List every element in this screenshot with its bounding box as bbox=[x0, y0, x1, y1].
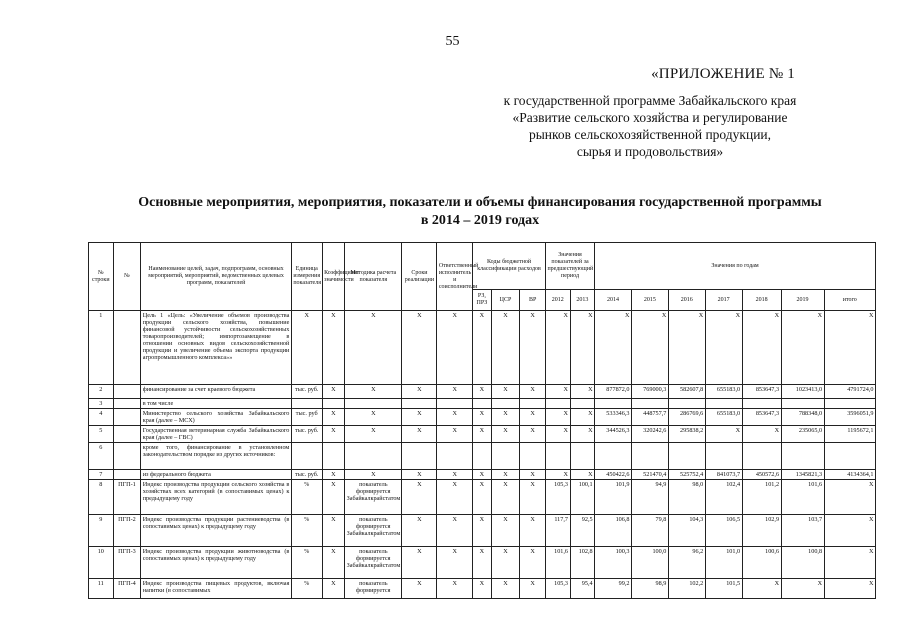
cell-code bbox=[113, 311, 141, 385]
cell-csr: Х bbox=[491, 547, 520, 579]
header-2017: 2017 bbox=[705, 290, 742, 311]
cell-v2016: 295838,2 bbox=[668, 426, 705, 443]
cell-method: показатель формируется Забайкалкрайстатом bbox=[345, 480, 402, 515]
cell-v2014: 450422,6 bbox=[595, 470, 632, 480]
cell-v2013: Х bbox=[570, 409, 595, 426]
cell-v2014: 99,2 bbox=[595, 579, 632, 599]
cell-coef: Х bbox=[322, 311, 345, 385]
cell-coef: Х bbox=[322, 515, 345, 547]
header-csr: ЦСР bbox=[491, 290, 520, 311]
cell-name: Министерство сельского хозяйства Забайкальского края (далее – МСХ) bbox=[142, 410, 290, 424]
cell-vr: Х bbox=[520, 470, 546, 480]
header-rz: РЗ, ПРЗ bbox=[473, 290, 491, 311]
appendix-title: «ПРИЛОЖЕНИЕ № 1 bbox=[651, 66, 795, 82]
header-method: Методика расчета показателя bbox=[345, 243, 402, 311]
cell-v2019: 235065,0 bbox=[781, 426, 824, 443]
cell-rz: Х bbox=[473, 579, 491, 599]
table-row bbox=[89, 480, 876, 515]
cell-v2017 bbox=[705, 443, 742, 470]
cell-method: Х bbox=[345, 311, 402, 385]
table-row bbox=[89, 547, 876, 579]
cell-resp: Х bbox=[437, 480, 473, 515]
cell-unit bbox=[291, 443, 322, 470]
appendix-subtitle bbox=[440, 92, 860, 160]
cell-v2012: Х bbox=[545, 426, 570, 443]
cell-terms bbox=[402, 399, 437, 409]
cell-v2016: 98,0 bbox=[668, 480, 705, 515]
cell-v2018: 100,6 bbox=[742, 547, 781, 579]
cell-unit: % bbox=[291, 515, 322, 547]
cell-v2019: 1345821,3 bbox=[781, 470, 824, 480]
cell-v2015: 94,9 bbox=[631, 480, 668, 515]
cell-total: Х bbox=[824, 579, 875, 599]
cell-unit: % bbox=[291, 547, 322, 579]
cell-v2017: 106,5 bbox=[705, 515, 742, 547]
title-line-1: Основные мероприятия, мероприятия, показатели и объемы финансирования государственной программы bbox=[138, 195, 822, 210]
header-2012: 2012 bbox=[545, 290, 570, 311]
cell-csr: Х bbox=[491, 470, 520, 480]
document-title bbox=[60, 194, 900, 230]
cell-name: Государственная ветеринарная служба Забайкальского края (далее – ГВС) bbox=[142, 427, 290, 441]
cell-coef: Х bbox=[322, 385, 345, 399]
cell-v2012: 117,7 bbox=[545, 515, 570, 547]
cell-v2019: 1023413,0 bbox=[781, 385, 824, 399]
cell-name: Индекс производства продукции растениеводства (в сопоставимых ценах) к предыдущему году bbox=[141, 515, 292, 547]
cell-v2019: 101,6 bbox=[781, 480, 824, 515]
cell-code bbox=[113, 409, 141, 426]
cell-v2018: 853647,3 bbox=[742, 385, 781, 399]
cell-method: Х bbox=[345, 426, 402, 443]
cell-v2019 bbox=[781, 399, 824, 409]
cell-v2014 bbox=[595, 399, 632, 409]
cell-v2014: 533346,3 bbox=[595, 409, 632, 426]
header-2018: 2018 bbox=[742, 290, 781, 311]
table-row bbox=[89, 409, 876, 426]
cell-n: 5 bbox=[89, 426, 114, 443]
appendix-line: сырья и продовольствия» bbox=[576, 144, 724, 159]
header-2016: 2016 bbox=[668, 290, 705, 311]
cell-name: Цель 1 «Цель: «Увеличение объемов производства продукции сельского хозяйства, повышение финансовой устойчивости сельскохозяйственных товаропроизводителей; импортозамещение в отношении основных видов сельскохозяйственной продукции и увеличение объема экспорта продукции агропромышленного комплекса»» bbox=[141, 311, 292, 385]
cell-v2013: Х bbox=[570, 426, 595, 443]
header-2015: 2015 bbox=[631, 290, 668, 311]
cell-v2016: 582607,8 bbox=[668, 385, 705, 399]
cell-method: Х bbox=[345, 470, 402, 480]
table-row bbox=[89, 515, 876, 547]
cell-v2014 bbox=[595, 443, 632, 470]
cell-v2012: Х bbox=[545, 409, 570, 426]
cell-coef bbox=[322, 443, 345, 470]
cell-v2016 bbox=[668, 443, 705, 470]
cell-rz: Х bbox=[473, 547, 491, 579]
header-values-by-year: Значения по годам bbox=[595, 243, 876, 290]
cell-name: кроме того, финансирование в установленном законодательством порядке из других источников: bbox=[141, 443, 292, 470]
cell-method: Х bbox=[345, 409, 402, 426]
header-2013: 2013 bbox=[570, 290, 595, 311]
cell-vr: Х bbox=[520, 385, 546, 399]
cell-code bbox=[113, 426, 141, 443]
cell-v2014: 101,9 bbox=[595, 480, 632, 515]
cell-code bbox=[113, 385, 141, 399]
cell-vr: Х bbox=[520, 515, 546, 547]
cell-coef: Х bbox=[322, 470, 345, 480]
cell-v2014: 100,3 bbox=[595, 547, 632, 579]
cell-resp: Х bbox=[437, 385, 473, 399]
cell-v2013 bbox=[570, 399, 595, 409]
cell-unit: тыс. руб bbox=[291, 409, 322, 426]
cell-csr bbox=[491, 443, 520, 470]
cell-terms: Х bbox=[402, 515, 437, 547]
cell-terms: Х bbox=[402, 480, 437, 515]
cell-v2012: Х bbox=[545, 470, 570, 480]
cell-name: Индекс производства пищевых продуктов, включая напитки (в сопоставимых bbox=[141, 579, 292, 599]
cell-v2015: 769000,3 bbox=[631, 385, 668, 399]
cell-v2017: 101,5 bbox=[705, 579, 742, 599]
cell-n: 11 bbox=[89, 579, 114, 599]
cell-rz: Х bbox=[473, 480, 491, 515]
cell-rz bbox=[473, 443, 491, 470]
cell-v2017: 841073,7 bbox=[705, 470, 742, 480]
cell-code: ПГП-2 bbox=[113, 515, 141, 547]
cell-total: Х bbox=[824, 311, 875, 385]
cell-code: ПГП-4 bbox=[113, 579, 141, 599]
cell-code bbox=[113, 443, 141, 470]
cell-v2015: 100,0 bbox=[631, 547, 668, 579]
cell-csr: Х bbox=[491, 515, 520, 547]
cell-total bbox=[824, 399, 875, 409]
cell-resp: Х bbox=[437, 547, 473, 579]
cell-coef: Х bbox=[322, 579, 345, 599]
table-row bbox=[89, 443, 876, 470]
cell-method bbox=[345, 443, 402, 470]
cell-rz: Х bbox=[473, 426, 491, 443]
cell-v2018: Х bbox=[742, 311, 781, 385]
table-row bbox=[89, 579, 876, 599]
cell-v2018: 450572,6 bbox=[742, 470, 781, 480]
cell-terms: Х bbox=[402, 547, 437, 579]
cell-vr: Х bbox=[520, 480, 546, 515]
cell-name: финансирование за счет краевого бюджета bbox=[141, 385, 292, 399]
page-number: 55 bbox=[445, 34, 460, 49]
header-responsible: Ответственный исполнитель и соисполнители bbox=[437, 243, 473, 311]
cell-v2015: Х bbox=[631, 311, 668, 385]
cell-method: показатель формируется Забайкалкрайстатом bbox=[345, 515, 402, 547]
header-vr: ВР bbox=[520, 290, 546, 311]
header-budget-codes: Коды бюджетной классификации расходов bbox=[473, 243, 546, 290]
title-line-2: в 2014 – 2019 годах bbox=[420, 213, 540, 228]
cell-v2012 bbox=[545, 443, 570, 470]
cell-terms: Х bbox=[402, 426, 437, 443]
header-unit: Единица измерения показателя bbox=[291, 243, 322, 311]
cell-resp: Х bbox=[437, 311, 473, 385]
cell-n: 6 bbox=[89, 443, 114, 470]
cell-unit: тыс. руб. bbox=[291, 426, 322, 443]
cell-v2015: 98,9 bbox=[631, 579, 668, 599]
cell-v2017: Х bbox=[705, 426, 742, 443]
cell-v2013: 95,4 bbox=[570, 579, 595, 599]
header-total: итого bbox=[824, 290, 875, 311]
cell-rz bbox=[473, 399, 491, 409]
cell-name: из федерального бюджета bbox=[141, 470, 292, 480]
cell-total: 1195672,1 bbox=[824, 426, 875, 443]
cell-resp: Х bbox=[437, 470, 473, 480]
cell-vr: Х bbox=[520, 409, 546, 426]
table-row bbox=[89, 399, 876, 409]
cell-rz: Х bbox=[473, 409, 491, 426]
cell-v2019: Х bbox=[781, 579, 824, 599]
cell-vr bbox=[520, 443, 546, 470]
cell-csr: Х bbox=[491, 385, 520, 399]
cell-name: Индекс производства продукции животноводства (в сопоставимых ценах) к предыдущему году bbox=[141, 547, 292, 579]
cell-v2018: 101,2 bbox=[742, 480, 781, 515]
cell-resp: Х bbox=[437, 579, 473, 599]
cell-total: 4134364,1 bbox=[824, 470, 875, 480]
cell-coef: Х bbox=[322, 426, 345, 443]
cell-csr bbox=[491, 399, 520, 409]
cell-v2016: 286769,6 bbox=[668, 409, 705, 426]
cell-v2015: 448757,7 bbox=[631, 409, 668, 426]
cell-v2012: Х bbox=[545, 311, 570, 385]
header-prev-period: Значения показателей за предшествующий период bbox=[545, 243, 594, 290]
cell-csr: Х bbox=[491, 579, 520, 599]
cell-unit: Х bbox=[291, 311, 322, 385]
appendix-line: рынков сельскохозяйственной продукции, bbox=[528, 127, 772, 142]
program-table bbox=[88, 242, 876, 599]
cell-rz: Х bbox=[473, 515, 491, 547]
cell-terms: Х bbox=[402, 579, 437, 599]
cell-n: 1 bbox=[89, 311, 114, 385]
appendix-line: к государственной программе Забайкальского края bbox=[503, 93, 797, 108]
cell-coef bbox=[322, 399, 345, 409]
cell-unit: тыс. руб. bbox=[291, 385, 322, 399]
cell-vr: Х bbox=[520, 311, 546, 385]
cell-v2017: 655183,0 bbox=[705, 409, 742, 426]
cell-v2014: 106,8 bbox=[595, 515, 632, 547]
cell-v2017: 102,4 bbox=[705, 480, 742, 515]
cell-terms: Х bbox=[402, 409, 437, 426]
cell-v2015 bbox=[631, 399, 668, 409]
cell-v2012: Х bbox=[545, 385, 570, 399]
header-name: Наименование целей, задач, подпрограмм, основных мероприятий, мероприятий, ведомственных целевых программ, показателей bbox=[141, 243, 292, 311]
cell-terms: Х bbox=[402, 470, 437, 480]
cell-v2016: 104,3 bbox=[668, 515, 705, 547]
cell-code bbox=[113, 399, 141, 409]
cell-resp: Х bbox=[437, 409, 473, 426]
cell-total: Х bbox=[824, 547, 875, 579]
cell-name: Индекс производства продукции сельского хозяйства в хозяйствах всех категорий (в сопоставимых ценах) к предыдущему году bbox=[141, 480, 292, 515]
cell-method: Х bbox=[345, 385, 402, 399]
appendix-line: «Развитие сельского хозяйства и регулирование bbox=[512, 110, 788, 125]
cell-v2012: 105,3 bbox=[545, 480, 570, 515]
cell-n: 4 bbox=[89, 409, 114, 426]
cell-method: показатель формируется bbox=[345, 579, 402, 599]
cell-v2014: Х bbox=[595, 311, 632, 385]
cell-n: 10 bbox=[89, 547, 114, 579]
header-2014: 2014 bbox=[595, 290, 632, 311]
cell-v2017: 101,0 bbox=[705, 547, 742, 579]
cell-total: 4791724,0 bbox=[824, 385, 875, 399]
cell-total bbox=[824, 443, 875, 470]
cell-v2018 bbox=[742, 443, 781, 470]
cell-v2015 bbox=[631, 443, 668, 470]
cell-v2013: Х bbox=[570, 385, 595, 399]
cell-v2019: Х bbox=[781, 311, 824, 385]
cell-name: в том числе bbox=[141, 399, 292, 409]
cell-v2017 bbox=[705, 399, 742, 409]
cell-resp: Х bbox=[437, 515, 473, 547]
cell-unit: % bbox=[291, 579, 322, 599]
cell-v2015: 79,8 bbox=[631, 515, 668, 547]
cell-code: ПГП-1 bbox=[113, 480, 141, 515]
cell-v2017: 655183,0 bbox=[705, 385, 742, 399]
cell-vr bbox=[520, 399, 546, 409]
cell-unit: % bbox=[291, 480, 322, 515]
cell-rz: Х bbox=[473, 470, 491, 480]
cell-v2014: 877872,0 bbox=[595, 385, 632, 399]
table-row bbox=[89, 426, 876, 443]
cell-v2013 bbox=[570, 443, 595, 470]
header-coef: Коэффициент значимости bbox=[322, 243, 345, 311]
header-row-no: № строки bbox=[89, 243, 114, 311]
cell-v2013: 102,8 bbox=[570, 547, 595, 579]
cell-code: ПГП-3 bbox=[113, 547, 141, 579]
cell-csr: Х bbox=[491, 409, 520, 426]
cell-code bbox=[113, 470, 141, 480]
cell-v2018: 102,9 bbox=[742, 515, 781, 547]
cell-v2012: 101,6 bbox=[545, 547, 570, 579]
cell-total: Х bbox=[824, 515, 875, 547]
table-row bbox=[89, 311, 876, 385]
cell-resp bbox=[437, 443, 473, 470]
cell-v2019: 788348,0 bbox=[781, 409, 824, 426]
cell-v2015: 320242,6 bbox=[631, 426, 668, 443]
cell-n: 2 bbox=[89, 385, 114, 399]
header-2019: 2019 bbox=[781, 290, 824, 311]
cell-v2019: 103,7 bbox=[781, 515, 824, 547]
table-body bbox=[89, 311, 876, 599]
cell-method bbox=[345, 399, 402, 409]
cell-rz: Х bbox=[473, 385, 491, 399]
cell-v2013: 100,1 bbox=[570, 480, 595, 515]
cell-v2013: 92,5 bbox=[570, 515, 595, 547]
cell-v2016: 96,2 bbox=[668, 547, 705, 579]
cell-vr: Х bbox=[520, 426, 546, 443]
cell-v2019: 100,8 bbox=[781, 547, 824, 579]
cell-v2018: Х bbox=[742, 579, 781, 599]
cell-v2015: 521470,4 bbox=[631, 470, 668, 480]
cell-v2018: 853647,3 bbox=[742, 409, 781, 426]
cell-terms bbox=[402, 443, 437, 470]
cell-v2016: Х bbox=[668, 311, 705, 385]
cell-v2018 bbox=[742, 399, 781, 409]
cell-v2016: 525752,4 bbox=[668, 470, 705, 480]
cell-total: Х bbox=[824, 480, 875, 515]
cell-v2012 bbox=[545, 399, 570, 409]
table-row bbox=[89, 385, 876, 399]
cell-n: 7 bbox=[89, 470, 114, 480]
cell-v2013: Х bbox=[570, 311, 595, 385]
cell-v2012: 105,3 bbox=[545, 579, 570, 599]
cell-coef: Х bbox=[322, 547, 345, 579]
cell-v2016: 102,2 bbox=[668, 579, 705, 599]
cell-vr: Х bbox=[520, 579, 546, 599]
cell-v2013: Х bbox=[570, 470, 595, 480]
cell-resp: Х bbox=[437, 426, 473, 443]
cell-v2017: Х bbox=[705, 311, 742, 385]
header-no: № bbox=[113, 243, 141, 311]
cell-coef: Х bbox=[322, 480, 345, 515]
cell-n: 9 bbox=[89, 515, 114, 547]
table-row bbox=[89, 470, 876, 480]
cell-csr: Х bbox=[491, 311, 520, 385]
header-terms: Сроки реализации bbox=[402, 243, 437, 311]
cell-v2016 bbox=[668, 399, 705, 409]
cell-total: 3596051,9 bbox=[824, 409, 875, 426]
cell-v2018: Х bbox=[742, 426, 781, 443]
cell-vr: Х bbox=[520, 547, 546, 579]
cell-csr: Х bbox=[491, 426, 520, 443]
cell-resp bbox=[437, 399, 473, 409]
cell-terms: Х bbox=[402, 311, 437, 385]
cell-n: 3 bbox=[89, 399, 114, 409]
cell-method: показатель формируется Забайкалкрайстатом bbox=[345, 547, 402, 579]
cell-v2019 bbox=[781, 443, 824, 470]
cell-v2014: 344526,3 bbox=[595, 426, 632, 443]
cell-n: 8 bbox=[89, 480, 114, 515]
cell-rz: Х bbox=[473, 311, 491, 385]
cell-coef: Х bbox=[322, 409, 345, 426]
cell-unit: тыс. руб. bbox=[291, 470, 322, 480]
cell-csr: Х bbox=[491, 480, 520, 515]
cell-terms: Х bbox=[402, 385, 437, 399]
cell-unit bbox=[291, 399, 322, 409]
